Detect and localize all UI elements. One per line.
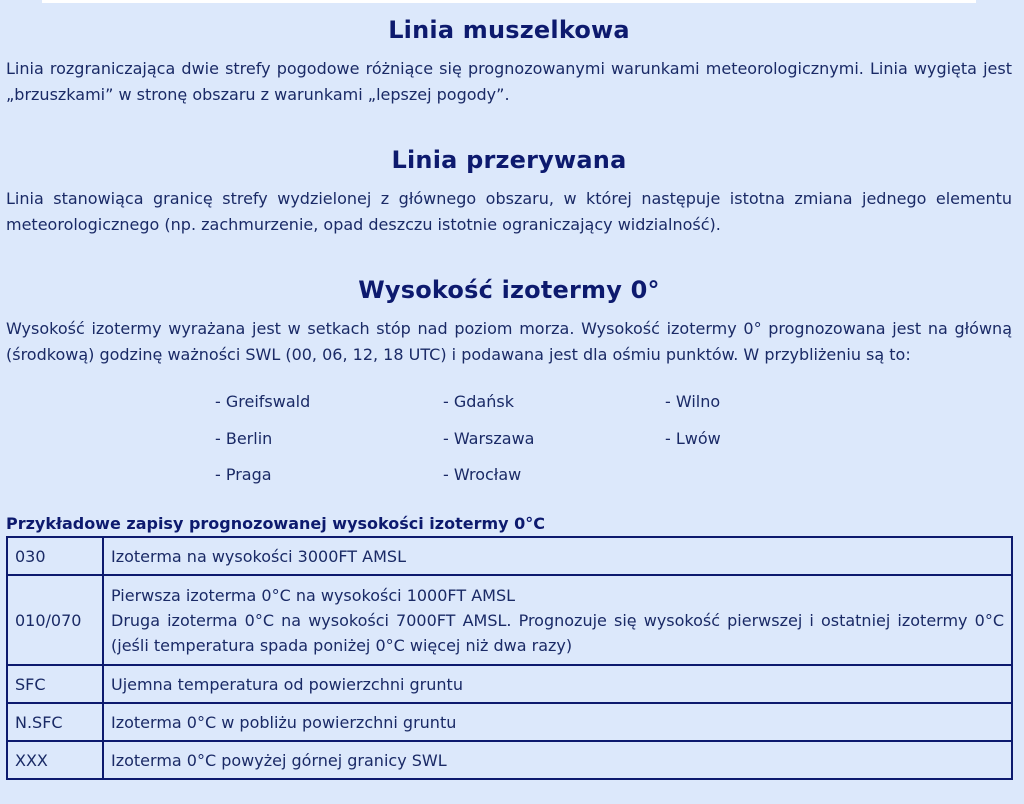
list-item: - Warszawa	[443, 428, 535, 448]
table-row	[7, 537, 1012, 575]
table-row	[7, 575, 1012, 665]
table-title: Przykładowe zapisy prognozowanej wysokości izotermy 0°C	[6, 514, 546, 533]
section-title-linia-przerywana: Linia przerywana	[391, 146, 627, 174]
table-cell-code: XXX	[7, 741, 103, 779]
table-row	[7, 665, 1012, 703]
table-row	[7, 741, 1012, 779]
list-item: - Wilno	[665, 392, 721, 411]
main-content	[6, 0, 1012, 780]
list-item: - Greifswald	[215, 392, 311, 411]
table-cell-description	[103, 665, 1012, 703]
list-item: - Gdańsk	[443, 392, 514, 411]
table-cell-description	[103, 537, 1012, 575]
section-text-linia-przerywana: Linia stanowiąca granicę strefy wydzielonej z głównego obszaru, w której następuje istotna zmiana jednego elementu meteorologicznego (np. zachmurzenie, opad deszczu istotnie ograniczający widzialność).	[6, 189, 1012, 234]
section-title-linia-muszelkowa: Linia muszelkowa	[388, 16, 630, 44]
points-column-2	[443, 384, 534, 494]
table-row	[7, 703, 1012, 741]
table-cell-code: 010/070	[7, 575, 103, 665]
section-text-linia-muszelkowa: Linia rozgraniczająca dwie strefy pogodowe różniące się prognozowanymi warunkami meteorologicznymi. Linia wygięta jest „brzuszkami” w stronę obszaru z warunkami „lepszej pogody”.	[6, 59, 1012, 104]
table-cell-code: SFC	[7, 665, 103, 703]
table-cell-description	[103, 575, 1012, 665]
table-cell-code: 030	[7, 537, 103, 575]
description-line: Izoterma 0°C powyżej górnej granicy SWL	[111, 750, 447, 770]
list-item: - Praga	[215, 465, 272, 484]
points-column-3	[665, 384, 721, 457]
description-line: Ujemna temperatura od powierzchni gruntu	[111, 674, 463, 694]
description-line: Druga izoterma 0°C na wysokości 7000FT AMSL. Prognozuje się wysokość pierwszej i ostatniej izotermy 0°C (jeśli temperatura spada poniżej 0°C więcej niż dwa razy)	[111, 610, 1004, 655]
list-item: - Wrocław	[443, 465, 522, 484]
table-cell-code: N.SFC	[7, 703, 103, 741]
points-column-1	[215, 384, 310, 494]
table-cell-description	[103, 703, 1012, 741]
table-cell-description	[103, 741, 1012, 779]
list-item: - Berlin	[215, 428, 273, 448]
isotherm-examples-table	[6, 536, 1013, 780]
points-list	[6, 384, 1012, 494]
list-item: - Lwów	[665, 428, 721, 448]
section-text-wysokosc-izotermy: Wysokość izotermy wyrażana jest w setkach stóp nad poziom morza. Wysokość izotermy 0° prognozowana jest na główną (środkową) godzinę ważności SWL (00, 06, 12, 18 UTC) i podawana jest dla ośmiu punktów. W przybliżeniu są to:	[6, 319, 1012, 364]
description-line: Izoterma 0°C w pobliżu powierzchni gruntu	[111, 712, 457, 732]
section-title-wysokosc-izotermy: Wysokość izotermy 0°	[358, 276, 660, 304]
description-line: Pierwsza izoterma 0°C na wysokości 1000FT AMSL	[111, 585, 516, 605]
description-line: Izoterma na wysokości 3000FT AMSL	[111, 546, 406, 566]
